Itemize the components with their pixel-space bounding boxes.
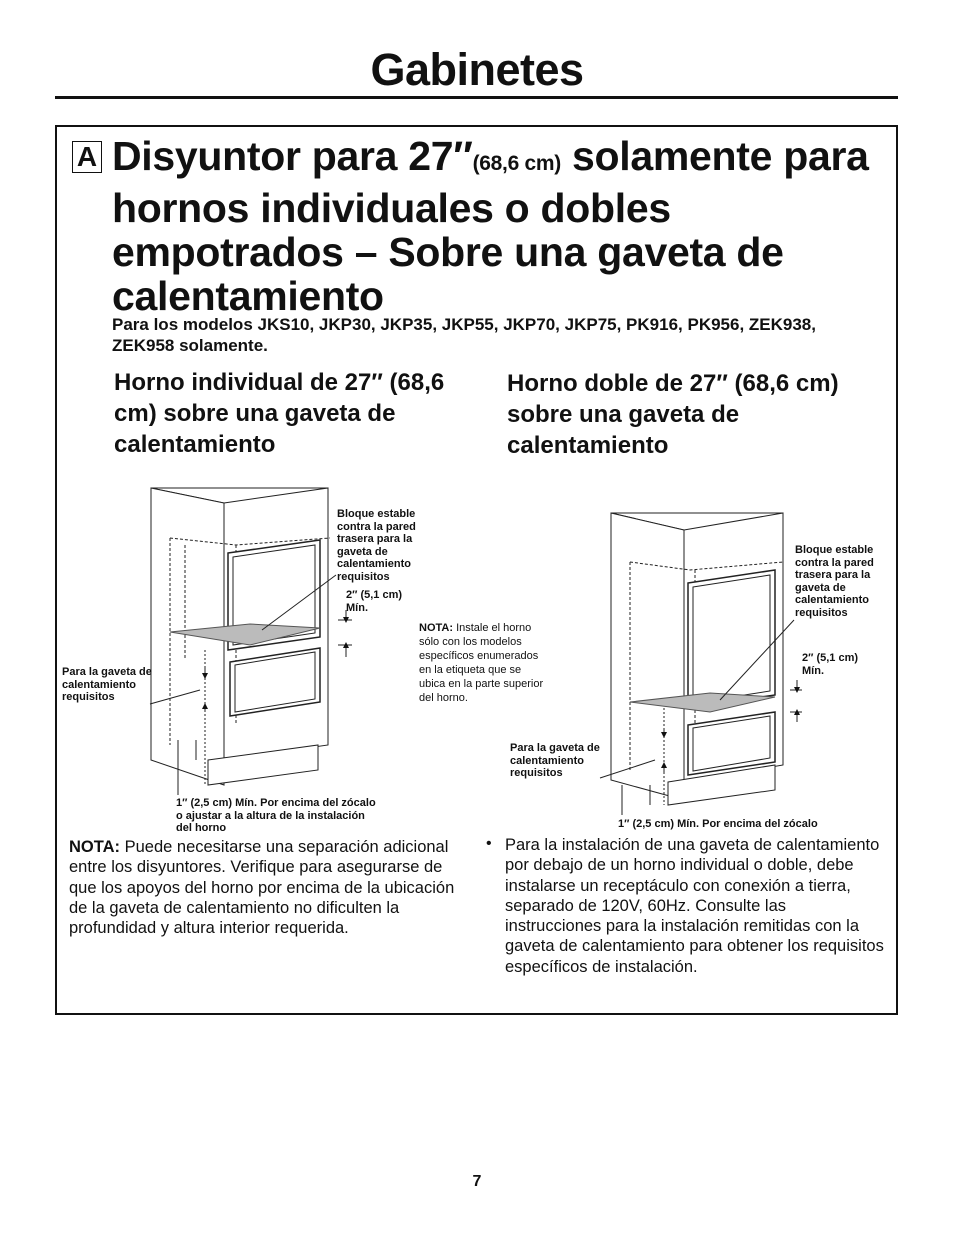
install-note-text: Instale el horno sólo con los modelos específicos enumerados en la etiqueta que se ubica en la parte superior del horno. <box>419 622 544 704</box>
double-drawer-label: Para la gaveta de calentamiento requisitos <box>510 742 600 780</box>
section-title-small: (68,6 cm) <box>472 152 561 175</box>
double-gap-label: 2″ (5,1 cm) Mín. <box>802 652 859 677</box>
bullet-mark: • <box>486 835 492 852</box>
double-oven-diagram <box>600 513 802 815</box>
left-note-text: Puede necesitarse una separación adicional entre los disyuntores. Verifique para asegurarse de que los apoyos del horno por encima de la ubicación de la gaveta de calentamiento no dificulten la profundidad y altura interior requerida. <box>69 838 455 938</box>
left-note <box>69 837 459 938</box>
install-note <box>419 621 544 705</box>
left-note-bold: NOTA: <box>69 838 121 856</box>
section-letter-badge: A <box>72 141 102 173</box>
single-oven-diagram <box>150 488 352 795</box>
page-title: Gabinetes <box>370 44 584 95</box>
single-bottom-label: 1″ (2,5 cm) Mín. Por encima del zócalo o ajustar a la altura de la instalación del horno <box>176 797 376 835</box>
page-number: 7 <box>472 1173 482 1190</box>
double-block-label: Bloque estable contra la pared trasera para la gaveta de calentamiento requisitos <box>795 544 874 619</box>
models-note: Para los modelos JKS10, JKP30, JKP35, JKP55, JKP70, JKP75, PK916, PK956, ZEK938, ZEK958 solamente. <box>112 315 816 355</box>
single-block-label: Bloque estable contra la pared trasera para la gaveta de calentamiento requisitos <box>337 508 416 583</box>
double-oven-heading: Horno doble de 27″ (68,6 cm) sobre una gaveta de calentamiento <box>507 370 839 459</box>
single-drawer-label: Para la gaveta de calentamiento requisitos <box>62 666 152 704</box>
right-note: Para la instalación de una gaveta de calentamiento por debajo de un horno individual o doble, debe instalarse un receptáculo con conexión a tierra, separado de 120V, 60Hz. Consulte las instrucciones para la instalación remitidas con la gaveta de calentamiento para obtener los requisitos específicos de instalación. <box>505 836 884 976</box>
double-bottom-label: 1″ (2,5 cm) Mín. Por encima del zócalo <box>618 818 818 830</box>
single-oven-heading: Horno individual de 27″ (68,6 cm) sobre una gaveta de calentamiento <box>114 369 445 458</box>
install-note-bold: NOTA: <box>419 622 454 634</box>
section-title-part1: Disyuntor para 27″ <box>112 133 473 179</box>
section-title-part2: solamente para hornos individuales o dobles empotrados – Sobre una gaveta de calentamiento <box>112 133 869 319</box>
single-gap-label: 2″ (5,1 cm) Mín. <box>346 589 403 614</box>
